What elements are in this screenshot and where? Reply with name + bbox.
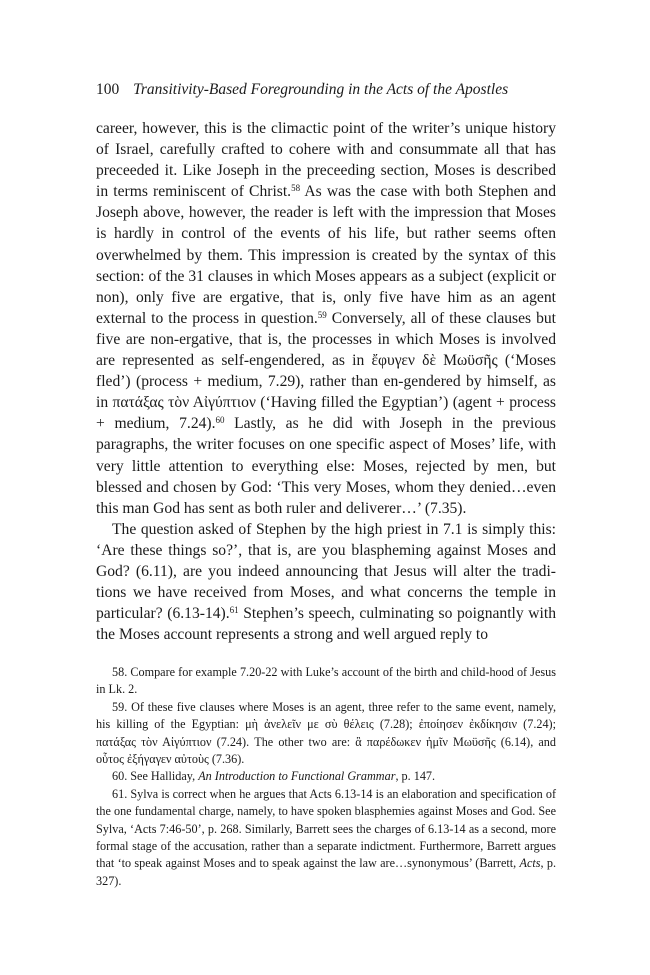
running-header <box>96 80 556 100</box>
footnote-60 <box>96 768 556 785</box>
footnotes <box>96 664 556 890</box>
text-run: 60. See Halliday, <box>112 769 199 784</box>
text-run: As was the case with both Stephen and Joseph above, however, the reader is left with the impression that Moses is hardly in control of the events of his life, but rather seems often overwhelmed by them. This impression is created by the syntax of this section: of the 31 clauses in which Moses appears as a subject (explicit or non), only five are ergative, that is, only five have him as an agent external to the process in question. <box>96 183 556 327</box>
footnote-61 <box>96 786 556 890</box>
cited-title: Acts <box>519 856 541 871</box>
text-run: Lastly, as he did with Joseph in the previous paragraphs, the writer focuses on one specific aspect of Moses’ life, with very little attention to everything else: Moses, rejected by men, but blessed and chosen by God: ‘This very Moses, whom they denied…even this man God has sent as both ruler and deliverer…’ (7.35). <box>96 415 556 517</box>
footnote-ref-60: 60 <box>215 415 225 426</box>
paragraph-2 <box>96 519 556 646</box>
footnote-59: 59. Of these five clauses where Moses is an agent, three refer to the same event, namely, his killing of the Egyptian: μὴ ἀνελεῖν με σὺ θέλεις (7.28); ἐποίησεν ἐκδίκησιν (7.24); πατάξας τὸν Αἰγύπτιον (7.24). The other two are: ἃ παρέδωκεν ἡμῖν Μωϋσῆς (6.14), and οὗτος ἐξήγαγεν αὐτοὺς (7.36). <box>96 699 556 767</box>
paragraph-1 <box>96 118 556 519</box>
footnote-ref-59: 59 <box>317 309 327 320</box>
text-run: Conversely, all of these clauses but five are non-ergative, that is, the processes in which Moses is involved are represented as self-engendered, as in ἔφυγεν δὲ Μωϋσῆς (‘Moses fled’) (process + medium, 7.29), rather than en-gendered by himself, as in πατάξας τὸν Αἰγύπτιον (‘Having filled the Egyptian’) (agent + process + medium, 7.24). <box>96 309 556 433</box>
text-run: , p. 327). <box>96 856 556 888</box>
cited-title: An Introduction to Functional Grammar <box>198 769 396 784</box>
footnote-58: 58. Compare for example 7.20-22 with Luke’s account of the birth and child-hood of Jesus in Lk. 2. <box>96 665 556 697</box>
page-number: 100 <box>96 81 120 98</box>
text-run: 61. Sylva is correct when he argues that Acts 6.13-14 is an elaboration and specification of the one fundamental charge, namely, to have spoken blasphemies against Moses and God. See Sylva, ‘Acts 7:46-50’, p. 268. Similarly, Barrett sees the charges of 6.13-14 as a second, more formal stage of the accusation, rather than a separate indictment. Furthermore, Barrett argues that ‘to speak against Moses and to speak against the law are…synonymous’ (Barrett, <box>96 786 556 871</box>
body-text <box>96 118 556 645</box>
text-run: Stephen’s speech, culminating so poignantly with the Moses account represents a strong and well argued reply to <box>96 605 557 644</box>
footnote-ref-61: 61 <box>229 605 239 616</box>
text-run: career, however, this is the climactic point of the writer’s unique history of Israel, carefully crafted to cohere with and consummate all that has preceeded it. Like Joseph in the preceeding section, Moses is described in terms reminiscent of Christ. <box>96 120 556 201</box>
running-title: Transitivity-Based Foregrounding in the Acts of the Apostles <box>133 81 509 98</box>
text-run: The question asked of Stephen by the high priest in 7.1 is simply this: ‘Are these things so?’, that is, are you blaspheming against Moses and God? (6.11), are you indeed announcing that Jesus will alter the tradi-tions we have received from Moses, and what concerns the temple in particular? (6.13-14). <box>96 520 556 623</box>
footnote-ref-58: 58 <box>291 183 301 194</box>
text-run: , p. 147. <box>395 769 436 784</box>
